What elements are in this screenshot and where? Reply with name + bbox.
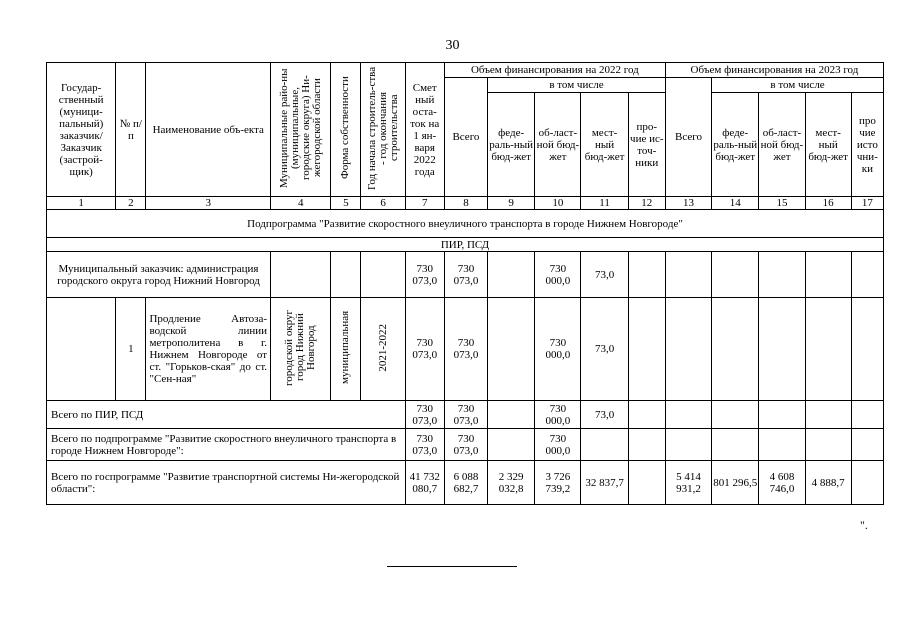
total-state-federal-2023: 801 296,5 — [712, 461, 759, 505]
column-number: 8 — [444, 197, 487, 210]
customer-regional-2022: 730 000,0 — [535, 252, 581, 298]
empty-cell — [665, 401, 711, 429]
empty-cell — [759, 429, 805, 461]
column-number: 11 — [581, 197, 628, 210]
footer-divider — [387, 566, 517, 567]
financing-table — [46, 62, 884, 505]
column-number: 4 — [271, 197, 331, 210]
total-subprogram-total-2022: 730 073,0 — [444, 429, 487, 461]
empty-cell — [628, 252, 665, 298]
total-pir-remainder: 730 073,0 — [405, 401, 444, 429]
total-subprogram-regional-2022: 730 000,0 — [535, 429, 581, 461]
total-state-total-2022: 6 088 682,7 — [444, 461, 487, 505]
empty-cell — [488, 252, 535, 298]
header-total-2022: Всего — [444, 78, 487, 197]
empty-cell — [47, 298, 116, 401]
customer-remainder: 730 073,0 — [405, 252, 444, 298]
empty-cell — [805, 252, 851, 298]
header-federal-2022: феде-раль-ный бюд-жет — [488, 93, 535, 197]
total-subprogram-label: Всего по подпрограмме "Развитие скоростного внеуличного транспорта в городе Нижнем Новгороде": — [47, 429, 406, 461]
column-number-row — [47, 197, 884, 210]
page-number: 30 — [445, 38, 460, 53]
object-row — [47, 298, 884, 401]
header-local-2022: мест-ный бюд-жет — [581, 93, 628, 197]
header-including-2022: в том числе — [488, 78, 666, 93]
header-other-2023: про чие исто чни-ки — [851, 93, 883, 197]
total-state-local-2022: 32 837,7 — [581, 461, 628, 505]
total-state-program-row — [47, 461, 884, 505]
header-local-2023: мест-ный бюд-жет — [805, 93, 851, 197]
empty-cell — [488, 401, 535, 429]
header-years-cell — [361, 63, 405, 197]
header-district-cell — [271, 63, 331, 197]
empty-cell — [628, 429, 665, 461]
header-ownership-cell — [331, 63, 361, 197]
empty-cell — [628, 461, 665, 505]
total-pir-label: Всего по ПИР, ПСД — [47, 401, 406, 429]
empty-cell — [361, 252, 405, 298]
empty-cell — [488, 298, 535, 401]
empty-cell — [331, 252, 361, 298]
header-including-2023: в том числе — [712, 78, 884, 93]
object-district: городской округ город Нижний Новгород — [283, 309, 318, 386]
empty-cell — [628, 298, 665, 401]
empty-cell — [271, 252, 331, 298]
empty-cell — [805, 401, 851, 429]
header-remainder: Смет ный оста-ток на 1 ян-варя 2022 года — [405, 63, 444, 197]
object-total-2022: 730 073,0 — [444, 298, 487, 401]
customer-local-2022: 73,0 — [581, 252, 628, 298]
section-title: ПИР, ПСД — [47, 238, 884, 252]
empty-cell — [851, 252, 883, 298]
header-other-2022: про-чие ис-точ-ники — [628, 93, 665, 197]
column-number: 14 — [712, 197, 759, 210]
header-customer: Государ-ственный (муници-пальный) заказчик/ Заказчик (застрой-щик) — [47, 63, 116, 197]
empty-cell — [712, 429, 759, 461]
empty-cell — [805, 429, 851, 461]
total-pir-local-2022: 73,0 — [581, 401, 628, 429]
header-financing-2022: Объем финансирования на 2022 год — [444, 63, 665, 78]
empty-cell — [712, 298, 759, 401]
object-ownership: муниципальная — [339, 310, 352, 385]
empty-cell — [851, 461, 883, 505]
header-object-name: Наименование объ-екта — [146, 63, 271, 197]
total-pir-total-2022: 730 073,0 — [444, 401, 487, 429]
total-state-program-label: Всего по госпрограмме "Развитие транспортной системы Ни-жегородской области": — [47, 461, 406, 505]
object-regional-2022: 730 000,0 — [535, 298, 581, 401]
object-remainder: 730 073,0 — [405, 298, 444, 401]
column-number: 9 — [488, 197, 535, 210]
header-federal-2023: феде-раль-ный бюд-жет — [712, 93, 759, 197]
object-years-cell — [361, 298, 405, 401]
object-district-cell — [271, 298, 331, 401]
empty-cell — [851, 401, 883, 429]
closing-quote: ". — [860, 518, 868, 532]
customer-total-2022: 730 073,0 — [444, 252, 487, 298]
empty-cell — [665, 298, 711, 401]
empty-cell — [851, 429, 883, 461]
column-number: 15 — [759, 197, 805, 210]
total-pir-row — [47, 401, 884, 429]
object-number: 1 — [116, 298, 146, 401]
header-district: Муниципальные райо-ны (муниципальные, городские округа) Ни-жегородской области — [277, 68, 323, 188]
column-number: 3 — [146, 197, 271, 210]
total-state-regional-2022: 3 726 739,2 — [535, 461, 581, 505]
header-number: № п/п — [116, 63, 146, 197]
total-state-local-2023: 4 888,7 — [805, 461, 851, 505]
column-number: 17 — [851, 197, 883, 210]
object-name: Продление Автоза-водской линии метрополитена в г. Нижнем Новгороде от ст. "Горьков-ская" до ст. "Сен-ная" — [146, 298, 271, 401]
header-financing-2023: Объем финансирования на 2023 год — [665, 63, 883, 78]
column-number: 12 — [628, 197, 665, 210]
header-years: Год начала строитель-ства - год окончания строительства — [365, 66, 400, 190]
empty-cell — [712, 252, 759, 298]
column-number: 6 — [361, 197, 405, 210]
column-number: 10 — [535, 197, 581, 210]
column-number: 7 — [405, 197, 444, 210]
customer-row — [47, 252, 884, 298]
total-subprogram-remainder: 730 073,0 — [405, 429, 444, 461]
subprogram-title: Подпрограмма "Развитие скоростного внеуличного транспорта в городе Нижнем Новгороде" — [47, 210, 884, 238]
object-years: 2021-2022 — [376, 323, 389, 372]
empty-cell — [759, 298, 805, 401]
column-number: 5 — [331, 197, 361, 210]
empty-cell — [488, 429, 535, 461]
header-regional-2022: об-ласт-ной бюд-жет — [535, 93, 581, 197]
empty-cell — [628, 401, 665, 429]
total-state-federal-2022: 2 329 032,8 — [488, 461, 535, 505]
empty-cell — [581, 429, 628, 461]
empty-cell — [665, 252, 711, 298]
column-number: 13 — [665, 197, 711, 210]
header-total-2023: Всего — [665, 78, 711, 197]
empty-cell — [759, 401, 805, 429]
total-pir-regional-2022: 730 000,0 — [535, 401, 581, 429]
empty-cell — [665, 429, 711, 461]
empty-cell — [805, 298, 851, 401]
total-state-regional-2023: 4 608 746,0 — [759, 461, 805, 505]
header-ownership: Форма собственности — [339, 76, 352, 180]
object-local-2022: 73,0 — [581, 298, 628, 401]
header-regional-2023: об-ласт-ной бюд-жет — [759, 93, 805, 197]
empty-cell — [712, 401, 759, 429]
empty-cell — [851, 298, 883, 401]
empty-cell — [759, 252, 805, 298]
customer-label: Муниципальный заказчик: администрация городского округа город Нижний Новгород — [47, 252, 271, 298]
total-state-total-2023: 5 414 931,2 — [665, 461, 711, 505]
object-ownership-cell — [331, 298, 361, 401]
column-number: 16 — [805, 197, 851, 210]
total-subprogram-row — [47, 429, 884, 461]
column-number: 1 — [47, 197, 116, 210]
column-number: 2 — [116, 197, 146, 210]
total-state-remainder: 41 732 080,7 — [405, 461, 444, 505]
